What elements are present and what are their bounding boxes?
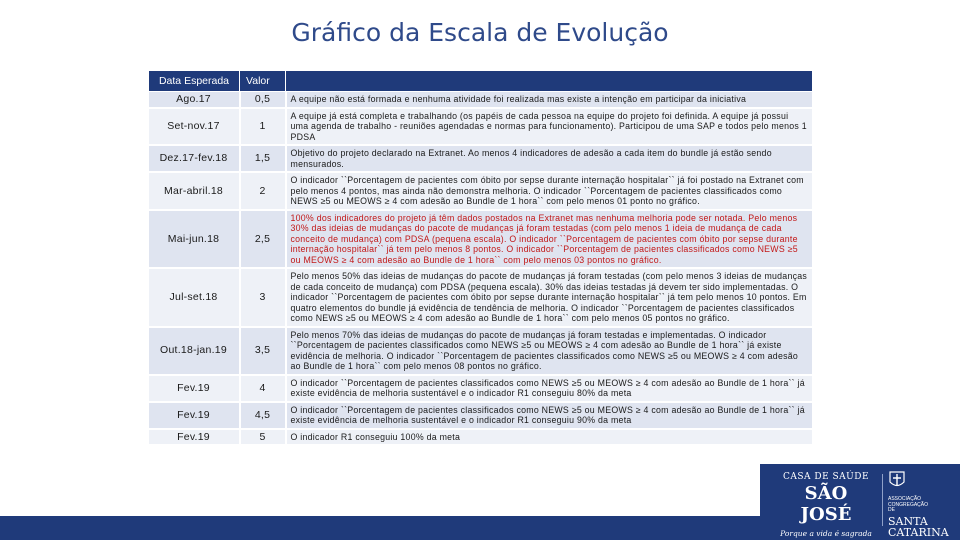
row-description: 100% dos indicadores do projeto já têm dados postados na Extranet mas nenhuma melhoria pode ser notada. Pelo menos 30% das ideias de mudanças do pacote de mudanças já foram testadas (com pelo menos 1 ideia de mudança de cada conceito de mudança) com PDSA (pequena escala). O indicador ``Porcentagem de pacientes com óbito por sepse durante internação hospitalar`` já tem pelo menos 8 pontos. O indicador ``Porcentagem de pacientes classificados como NEWS ≥5 ou MEOWS ≥ 4 com adesão ao Bundle de 1 hora`` com pelo menos 03 pontos no gráfico. <box>286 210 813 269</box>
hospital-logo <box>778 472 874 538</box>
row-expected-date: Jul-set.18 <box>149 268 240 327</box>
congregation-line3: DE <box>888 507 895 513</box>
row-value: 2 <box>240 172 286 210</box>
table-row <box>149 402 813 429</box>
row-description: O indicador R1 conseguiu 100% da meta <box>286 429 813 446</box>
table-row <box>149 268 813 327</box>
table-row <box>149 210 813 269</box>
row-description: Objetivo do projeto declarado na Extranet. Ao menos 4 indicadores de adesão a cada item do bundle já estão sendo mensurados. <box>286 145 813 172</box>
table-row <box>149 429 813 446</box>
evolution-scale-table <box>148 70 814 446</box>
table-header-row <box>149 71 813 92</box>
hospital-logo-tagline: Porque a vida é sagrada <box>780 529 872 538</box>
row-description: A equipe não está formada e nenhuma atividade foi realizada mas existe a intenção em participar da iniciativa <box>286 92 813 108</box>
table-row <box>149 145 813 172</box>
congregation-line1: ASSOCIAÇÃO <box>888 496 922 502</box>
row-expected-date: Out.18-jan.19 <box>149 327 240 375</box>
row-value: 0,5 <box>240 92 286 108</box>
row-expected-date: Ago.17 <box>149 92 240 108</box>
page-title: Gráfico da Escala de Evolução <box>291 18 669 47</box>
row-description: Pelo menos 70% das ideias de mudanças do pacote de mudanças já foram testadas e implementadas. O indicador ``Porcentagem de pacientes classificados como NEWS ≥5 ou MEOWS ≥ 4 com adesão ao Bundle de 1 hora`` já existe evidência de melhoria. O indicador ``Porcentagem de pacientes classificados como NEWS ≥5 ou MEOWS ≥ 4 com adesão ao Bundle de 1 hora`` com pelo menos 08 pontos no gráfico. <box>286 327 813 375</box>
logo-panel <box>760 464 960 540</box>
cross-emblem-icon <box>888 470 906 490</box>
table-row <box>149 92 813 108</box>
row-expected-date: Mai-jun.18 <box>149 210 240 269</box>
row-value: 3 <box>240 268 286 327</box>
row-description: O indicador ``Porcentagem de pacientes classificados como NEWS ≥5 ou MEOWS ≥ 4 com adesão ao Bundle de 1 hora`` já existe evidência de melhoria sustentável e o indicador R1 conseguiu 90% da meta <box>286 402 813 429</box>
row-value: 1,5 <box>240 145 286 172</box>
row-description: A equipe já está completa e trabalhando (os papéis de cada pessoa na equipe do projeto foi definida. A equipe já possui uma agenda de trabalho - reuniões agendadas e normas para funcionamento). Participou de uma SAP e todos pelo menos 1 PDSA <box>286 108 813 146</box>
row-value: 4 <box>240 375 286 402</box>
row-value: 3,5 <box>240 327 286 375</box>
congregation-logo <box>888 470 956 538</box>
logo-divider <box>882 474 883 526</box>
header-description <box>286 71 813 92</box>
row-value: 1 <box>240 108 286 146</box>
hospital-logo-name: SÃO JOSÉ <box>800 483 852 525</box>
row-expected-date: Set-nov.17 <box>149 108 240 146</box>
row-value: 4,5 <box>240 402 286 429</box>
table-row <box>149 108 813 146</box>
hospital-logo-line1: CASA DE SAÚDE <box>782 472 870 482</box>
header-expected-date: Data Esperada <box>149 71 240 92</box>
row-description: O indicador ``Porcentagem de pacientes classificados como NEWS ≥5 ou MEOWS ≥ 4 com adesão ao Bundle de 1 hora`` já existe evidência de melhoria sustentável e o indicador R1 conseguiu 80% da meta <box>286 375 813 402</box>
table-row <box>149 327 813 375</box>
header-value: Valor <box>240 71 286 92</box>
row-value: 5 <box>240 429 286 446</box>
row-expected-date: Fev.19 <box>149 402 240 429</box>
row-expected-date: Fev.19 <box>149 375 240 402</box>
row-expected-date: Fev.19 <box>149 429 240 446</box>
row-description: Pelo menos 50% das ideias de mudanças do pacote de mudanças já foram testadas (com pelo menos 3 ideias de mudanças de cada conceito de mudança) com PDSA (pequena escala). 30% das ideias testadas já devem ter sido implementadas. O indicador ``Porcentagem de pacientes com óbito por sepse durante internação hospitalar`` já tem pelo menos 10 pontos. Em quatro elementos do bundle já evidência de tendência de melhoria. O indicador ``Porcentagem de pacientes classificados como NEWS ≥5 ou MEOWS ≥ 4 com adesão ao Bundle de 1 hora`` com pelo menos 05 pontos no gráfico. <box>286 268 813 327</box>
row-value: 2,5 <box>240 210 286 269</box>
row-description: O indicador ``Porcentagem de pacientes com óbito por sepse durante internação hospitalar`` já foi postado na Extranet com pelo menos 4 pontos, mas ainda não demonstra melhoria. O indicador ``Porcentagem de pacientes classificados como NEWS ≥5 ou MEOWS ≥ 4 com adesão ao Bundle de 1 hora`` com pelo menos 01 ponto no gráfico. <box>286 172 813 210</box>
table-row <box>149 172 813 210</box>
row-expected-date: Mar-abril.18 <box>149 172 240 210</box>
congregation-line2: CONGREGAÇÃO <box>888 501 929 508</box>
table-row <box>149 375 813 402</box>
congregation-name: SANTA CATARINA <box>888 514 949 539</box>
row-expected-date: Dez.17-fev.18 <box>149 145 240 172</box>
